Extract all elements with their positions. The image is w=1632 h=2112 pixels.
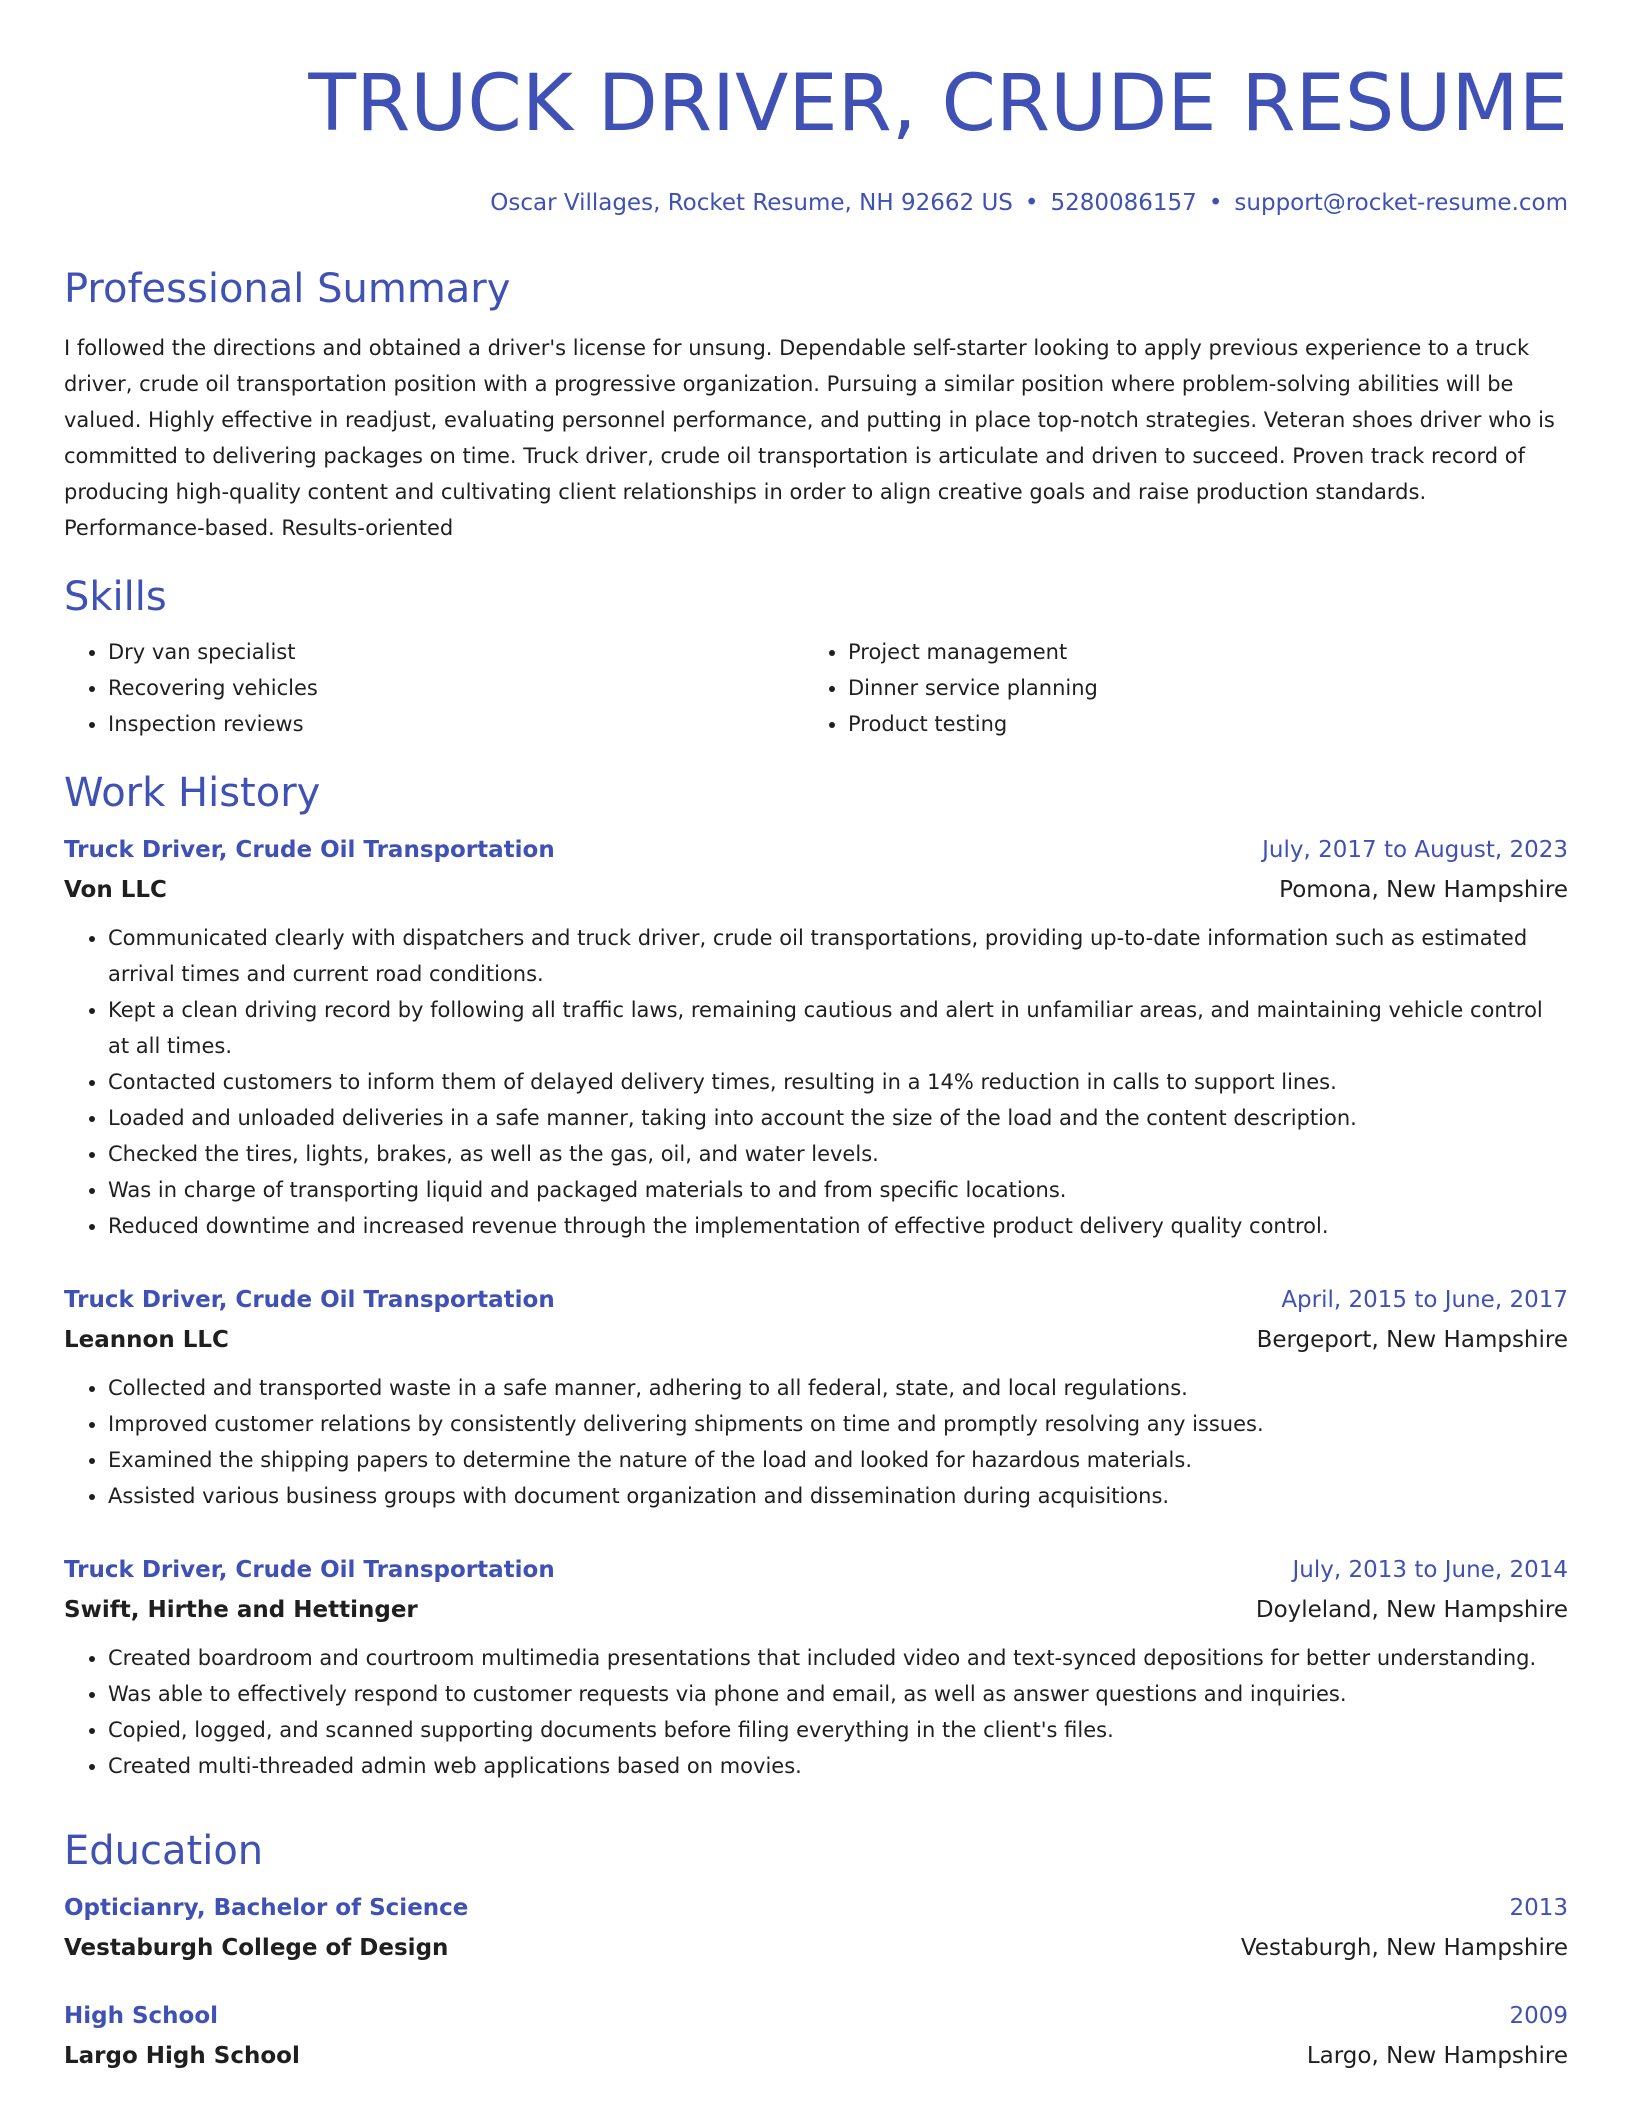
job-location: Bergeport, New Hampshire [1256,1327,1568,1353]
job-company: Leannon LLC [64,1327,229,1353]
skills-heading: Skills [64,574,167,620]
education-school: Largo High School [64,2043,300,2069]
skill-item: • Recovering vehicles [108,670,804,706]
job-bullet: • Assisted various business groups with document organization and dissemination during acquisitions. [108,1478,1568,1514]
education-year: 2009 [1509,2003,1568,2029]
education-degree: Opticianry, Bachelor of Science [64,1895,469,1921]
job-dates: July, 2017 to August, 2023 [1262,837,1568,863]
job-entry [64,1550,1568,1784]
skill-item: • Dry van specialist [108,634,804,670]
job-location: Pomona, New Hampshire [1279,877,1568,903]
job-header [64,1550,1568,1590]
job-bullet: • Was in charge of transporting liquid and packaged materials to and from specific locations. [108,1172,1568,1208]
job-bullets [64,1370,1568,1514]
job-bullet: • Reduced downtime and increased revenue through the implementation of effective product delivery quality control. [108,1208,1568,1244]
skill-item: • Product testing [848,706,1568,742]
job-bullets [64,1640,1568,1784]
job-location: Doyleland, New Hampshire [1255,1597,1568,1623]
education-year: 2013 [1509,1895,1568,1921]
job-header [64,830,1568,870]
education-entry [64,1996,1568,2076]
job-bullet: • Improved customer relations by consistently delivering shipments on time and promptly resolving any issues. [108,1406,1568,1442]
education-subheader [64,2036,1568,2076]
job-bullet: • Created boardroom and courtroom multimedia presentations that included video and text-synced depositions for better understanding. [108,1640,1568,1676]
job-bullets [64,920,1568,1244]
job-role: Truck Driver, Crude Oil Transportation [64,837,555,863]
contact-line [64,188,1568,218]
education-entry [64,1888,1568,1968]
job-subheader [64,1590,1568,1630]
summary-heading: Professional Summary [64,266,511,312]
contact-email: support@rocket-resume.com [1234,190,1568,216]
resume-header [64,56,1568,218]
job-bullet: • Communicated clearly with dispatchers and truck driver, crude oil transportations, providing up-to-date information such as estimated arrival times and current road conditions. [108,920,1568,992]
job-entry [64,1280,1568,1514]
skill-item: • Dinner service planning [848,670,1568,706]
skills-column-left [64,634,804,742]
education-degree: High School [64,2003,219,2029]
job-dates: April, 2015 to June, 2017 [1281,1287,1568,1313]
education-subheader [64,1928,1568,1968]
job-bullet: • Collected and transported waste in a safe manner, adhering to all federal, state, and local regulations. [108,1370,1568,1406]
job-subheader [64,870,1568,910]
contact-separator: • [1024,190,1039,216]
education-header [64,1996,1568,2036]
job-company: Von LLC [64,877,167,903]
job-bullet: • Contacted customers to inform them of delayed delivery times, resulting in a 14% reduction in calls to support lines. [108,1064,1568,1100]
skills-list [64,634,1568,742]
job-subheader [64,1320,1568,1360]
work-history-heading: Work History [64,770,321,816]
education-heading: Education [64,1828,264,1874]
skills-column-right [804,634,1568,742]
job-role: Truck Driver, Crude Oil Transportation [64,1287,555,1313]
education-location: Vestaburgh, New Hampshire [1240,1935,1568,1961]
summary-text: I followed the directions and obtained a driver's license for unsung. Dependable self-starter looking to apply previous experience to a truck driver, crude oil transportation position with a progressive organization. Pursuing a similar position where problem-solving abilities will be valued. Highly effective in readjust, evaluating personnel performance, and putting in place top-notch strategies. Veteran shoes driver who is committed to delivering packages on time. Truck driver, crude oil transportation is articulate and driven to succeed. Proven track record of producing high-quality content and cultivating client relationships in order to align creative goals and raise production standards. Performance-based. Results-oriented [64,336,1555,540]
job-bullet: • Checked the tires, lights, brakes, as well as the gas, oil, and water levels. [108,1136,1568,1172]
education-location: Largo, New Hampshire [1306,2043,1568,2069]
job-bullet: • Examined the shipping papers to determine the nature of the load and looked for hazardous materials. [108,1442,1568,1478]
job-company: Swift, Hirthe and Hettinger [64,1597,418,1623]
job-entry [64,830,1568,1244]
job-header [64,1280,1568,1320]
job-bullet: • Was able to effectively respond to customer requests via phone and email, as well as answer questions and inquiries. [108,1676,1568,1712]
job-bullet: • Kept a clean driving record by following all traffic laws, remaining cautious and alert in unfamiliar areas, and maintaining vehicle control at all times. [108,992,1568,1064]
contact-separator: • [1208,190,1223,216]
skill-item: • Project management [848,634,1568,670]
job-dates: July, 2013 to June, 2014 [1292,1557,1568,1583]
job-bullet: • Created multi-threaded admin web applications based on movies. [108,1748,1568,1784]
education-school: Vestaburgh College of Design [64,1935,449,1961]
education-header [64,1888,1568,1928]
job-role: Truck Driver, Crude Oil Transportation [64,1557,555,1583]
resume-title: TRUCK DRIVER, CRUDE RESUME [308,59,1568,149]
contact-address: Oscar Villages, Rocket Resume, NH 92662 US [490,190,1013,216]
skill-item: • Inspection reviews [108,706,804,742]
contact-phone: 5280086157 [1050,190,1197,216]
job-bullet: • Copied, logged, and scanned supporting documents before filing everything in the client's files. [108,1712,1568,1748]
job-bullet: • Loaded and unloaded deliveries in a safe manner, taking into account the size of the load and the content description. [108,1100,1568,1136]
